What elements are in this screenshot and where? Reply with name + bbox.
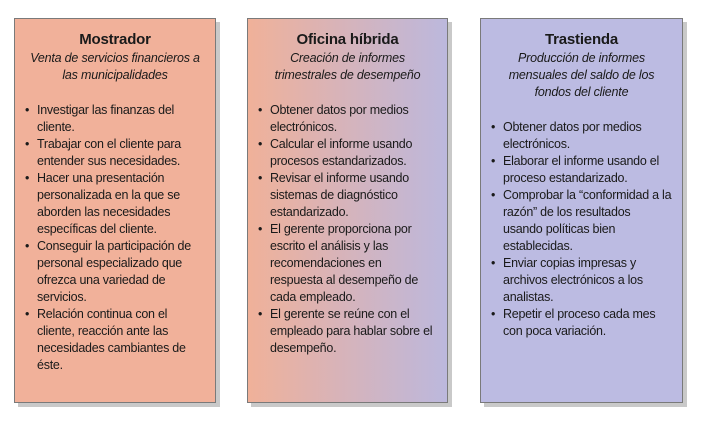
bullet-icon: • <box>491 120 496 134</box>
bullet-list <box>491 119 672 340</box>
bullet-icon: • <box>258 307 263 321</box>
bullet-icon: • <box>491 154 496 168</box>
list-item <box>25 238 205 306</box>
bullet-icon: • <box>25 171 30 185</box>
bullet-icon: • <box>258 137 263 151</box>
list-item-text: Calcular el informe usando procesos estandarizados. <box>270 137 413 168</box>
list-item <box>491 153 672 187</box>
list-item-text: Comprobar la “conformidad a la razón” de los resultados usando políticas bien establecidas. <box>503 188 672 253</box>
panel-trastienda <box>480 18 683 403</box>
list-item <box>25 306 205 374</box>
bullet-icon: • <box>258 103 263 117</box>
bullet-list <box>25 102 205 374</box>
list-item <box>258 221 437 306</box>
bullet-icon: • <box>258 171 263 185</box>
bullet-list <box>258 102 437 357</box>
list-item <box>491 255 672 306</box>
bullet-icon: • <box>25 103 30 117</box>
list-item <box>491 119 672 153</box>
list-item-text: Hacer una presentación personalizada en la que se aborden las necesidades específicas del cliente. <box>37 171 180 236</box>
bullet-icon: • <box>258 222 263 236</box>
list-item-text: Revisar el informe usando sistemas de diagnóstico estandarizado. <box>270 171 409 219</box>
list-item <box>258 306 437 357</box>
list-item <box>491 306 672 340</box>
list-item-text: Elaborar el informe usando el proceso estandarizado. <box>503 154 660 185</box>
list-item-text: Conseguir la participación de personal especializado que ofrezca una variedad de servicios. <box>37 239 191 304</box>
list-item <box>25 136 205 170</box>
bullet-icon: • <box>25 137 30 151</box>
list-item-text: Enviar copias impresas y archivos electrónicos a los analistas. <box>503 256 643 304</box>
list-item <box>258 102 437 136</box>
list-item-text: El gerente se reúne con el empleado para hablar sobre el desempeño. <box>270 307 433 355</box>
bullet-icon: • <box>25 307 30 321</box>
list-item-text: Investigar las finanzas del cliente. <box>37 103 175 134</box>
bullet-icon: • <box>491 256 496 270</box>
list-item-text: Obtener datos por medios electrónicos. <box>270 103 409 134</box>
bullet-icon: • <box>491 307 496 321</box>
panel-title: Trastienda <box>544 31 619 48</box>
panel-title: Oficina híbrida <box>296 31 399 48</box>
list-item <box>258 136 437 170</box>
panel-oficina-hibrida <box>247 18 448 403</box>
list-item <box>258 170 437 221</box>
panel-subtitle: Venta de servicios financieros a las municipalidades <box>30 51 200 82</box>
list-item-text: Trabajar con el cliente para entender sus necesidades. <box>37 137 182 168</box>
list-item-text: Relación continua con el cliente, reacción ante las necesidades cambiantes de éste. <box>37 307 186 372</box>
list-item <box>491 187 672 255</box>
bullet-icon: • <box>491 188 496 202</box>
panel-title: Mostrador <box>79 31 151 48</box>
list-item <box>25 102 205 136</box>
list-item-text: Obtener datos por medios electrónicos. <box>503 120 642 151</box>
panel-mostrador <box>14 18 216 403</box>
list-item-text: El gerente proporciona por escrito el análisis y las recomendaciones en respuesta al desempeño de cada empleado. <box>270 222 419 304</box>
list-item <box>25 170 205 238</box>
list-item-text: Repetir el proceso cada mes con poca variación. <box>503 307 656 338</box>
panel-subtitle: Creación de informes trimestrales de desempeño <box>274 51 421 82</box>
bullet-icon: • <box>25 239 30 253</box>
panel-subtitle: Producción de informes mensuales del saldo de los fondos del cliente <box>508 51 655 99</box>
